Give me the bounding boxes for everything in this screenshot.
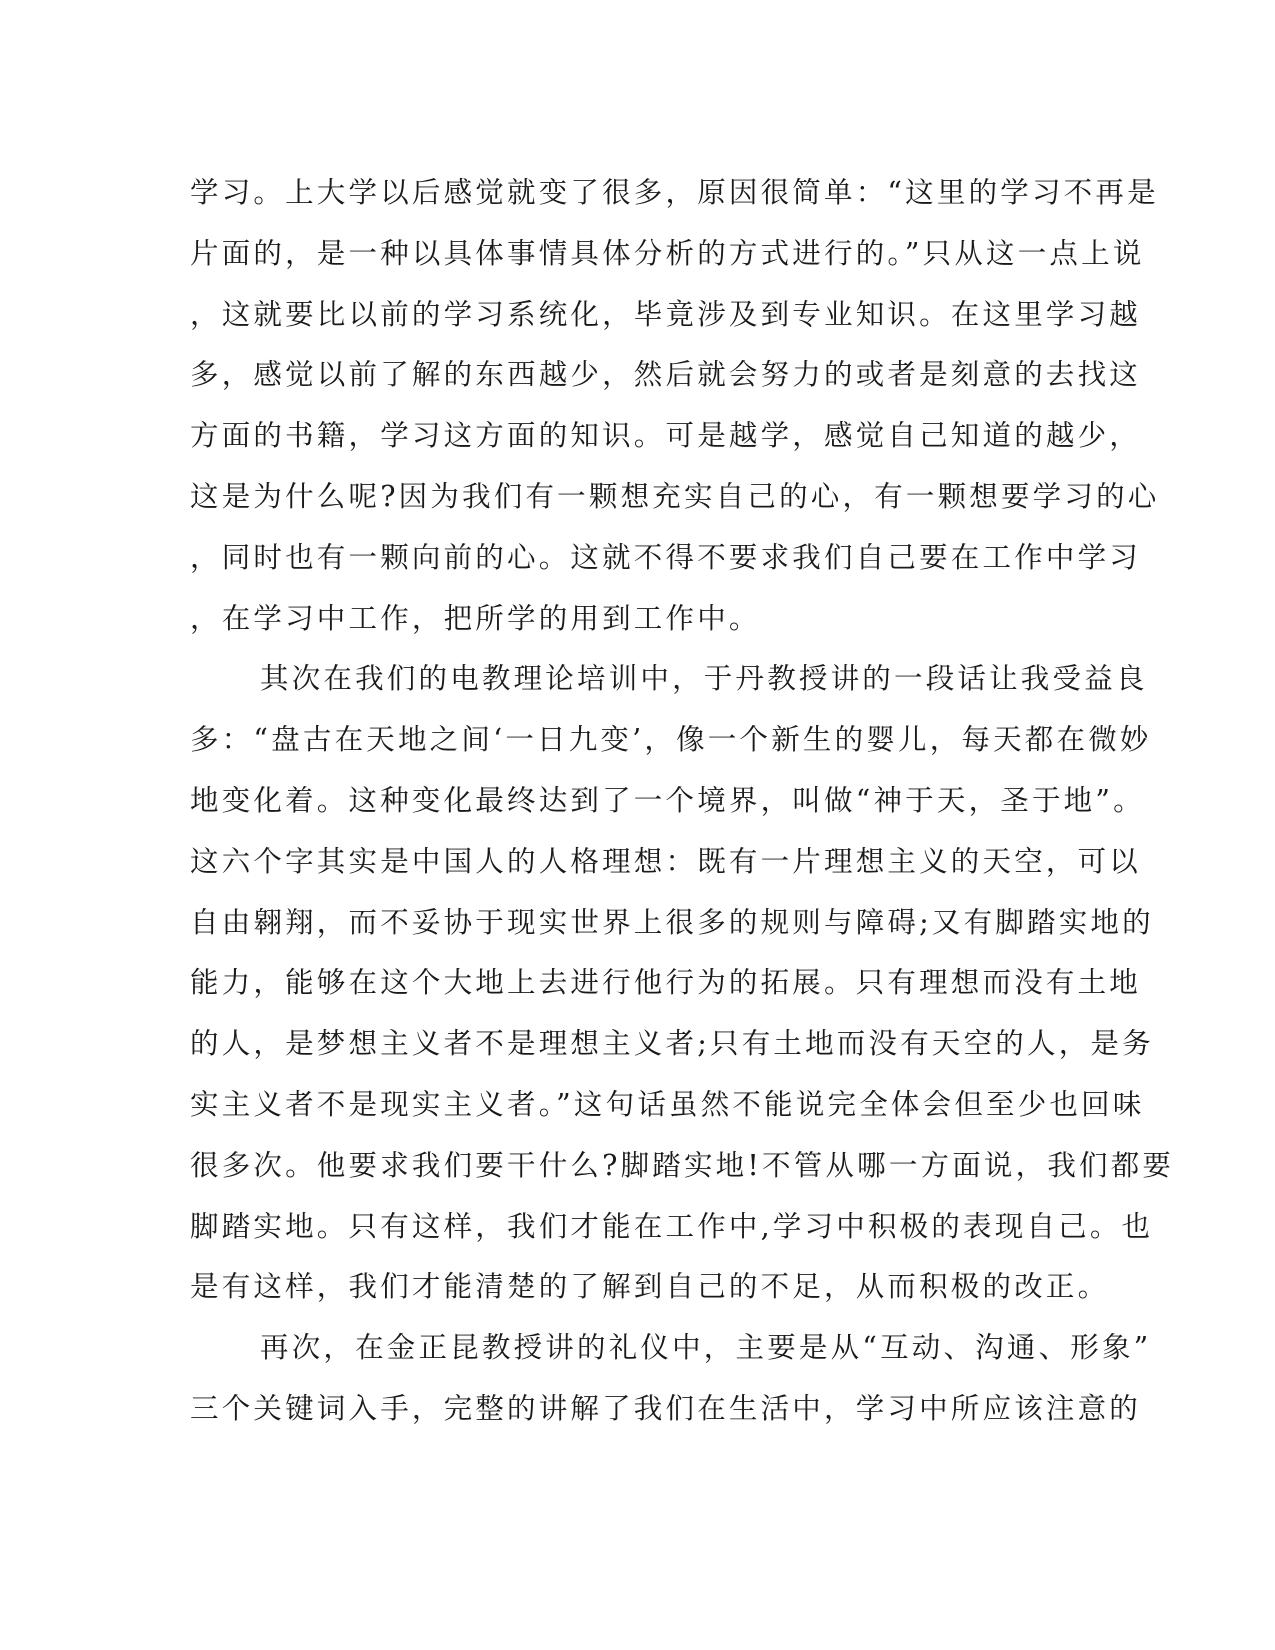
- text-line: 片面的，是一种以具体事情具体分析的方式进行的。”只从这一点上说: [190, 236, 1145, 270]
- text-line: 这是为什么呢?因为我们有一颗想充实自己的心，有一颗想要学习的心: [190, 479, 1160, 513]
- text-line: 再次，在金正昆教授讲的礼仪中，主要是从“互动、沟通、形象”: [260, 1331, 1152, 1365]
- text-line: 的人，是梦想主义者不是理想主义者;只有土地而没有天空的人，是务: [190, 1027, 1154, 1061]
- text-line: ，在学习中工作，把所学的用到工作中。: [190, 601, 761, 635]
- text-line: 这六个字其实是中国人的人格理想：既有一片理想主义的天空，可以: [190, 844, 1142, 878]
- text-line: 自由翱翔，而不妥协于现实世界上很多的规则与障碍;又有脚踏实地的: [190, 905, 1154, 939]
- text-line: ，这就要比以前的学习系统化，毕竟涉及到专业知识。在这里学习越: [190, 297, 1142, 331]
- text-line: 脚踏实地。只有这样，我们才能在工作中,学习中积极的表现自己。也: [190, 1209, 1154, 1243]
- text-line: 地变化着。这种变化最终达到了一个境界，叫做“神于天，圣于地”。: [190, 783, 1145, 817]
- text-line: 能力，能够在这个大地上去进行他行为的拓展。只有理想而没有土地: [190, 966, 1142, 1000]
- paragraph-1: [190, 163, 1160, 649]
- text-line: 多：“盘古在天地之间‘一日九变’，像一个新生的婴儿，每天都在微妙: [190, 723, 1152, 757]
- text-line: 学习。上大学以后感觉就变了很多，原因很简单：“这里的学习不再是: [190, 176, 1159, 209]
- paragraph-3: [190, 1318, 1152, 1440]
- text-line: 是有这样，我们才能清楚的了解到自己的不足，从而积极的改正。: [190, 1270, 1110, 1304]
- text-line: 其次在我们的电教理论培训中，于丹教授讲的一段话让我受益良: [260, 662, 1148, 696]
- text-line: 多，感觉以前了解的东西越少，然后就会努力的或者是刻意的去找这: [190, 358, 1142, 392]
- text-line: 方面的书籍，学习这方面的知识。可是越学，感觉自己知道的越少，: [190, 419, 1142, 453]
- paragraph-2: [190, 649, 1175, 1318]
- text-line: ，同时也有一颗向前的心。这就不得不要求我们自己要在工作中学习: [190, 540, 1142, 574]
- text-line: 实主义者不是现实主义者。”这句话虽然不能说完全体会但至少也回味: [190, 1087, 1145, 1121]
- text-line: 很多次。他要求我们要干什么?脚踏实地!不管从哪一方面说，我们都要: [190, 1148, 1175, 1182]
- document-body: [190, 163, 1175, 1440]
- text-line: 三个关键词入手，完整的讲解了我们在生活中，学习中所应该注意的: [190, 1391, 1142, 1425]
